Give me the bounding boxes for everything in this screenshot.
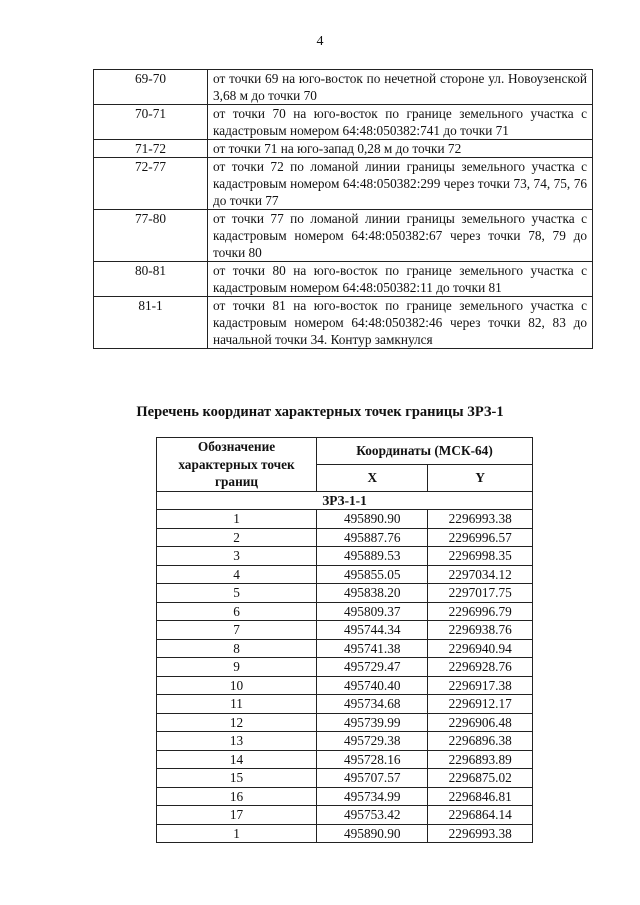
y-cell: 2296993.38 (428, 510, 533, 529)
point-cell: 9 (157, 658, 317, 677)
y-cell: 2296912.17 (428, 695, 533, 714)
y-cell: 2296893.89 (428, 750, 533, 769)
segment-cell: 81-1 (94, 297, 208, 349)
segment-description: от точки 72 по ломаной линии границы земельного участка с кадастровым номером 64:48:050382:299 через точки 73, 74, 75, 76 до точки 77 (208, 158, 593, 210)
table-row (94, 262, 593, 297)
y-cell: 2296938.76 (428, 621, 533, 640)
y-cell: 2296928.76 (428, 658, 533, 677)
table-row (94, 140, 593, 158)
table-row (157, 658, 533, 677)
point-cell: 17 (157, 806, 317, 825)
segment-description: от точки 70 на юго-восток по границе земельного участка с кадастровым номером 64:48:050382:741 до точки 71 (208, 105, 593, 140)
point-header: Обозначение характерных точек границ (157, 438, 317, 492)
coordinates-title: Перечень координат характерных точек границы ЗРЗ-1 (136, 404, 504, 420)
x-cell: 495855.05 (317, 565, 428, 584)
segment-cell: 71-72 (94, 140, 208, 158)
x-header: X (317, 464, 428, 491)
x-cell: 495707.57 (317, 769, 428, 788)
table-row (157, 621, 533, 640)
y-cell: 2296996.79 (428, 602, 533, 621)
y-cell: 2297017.75 (428, 584, 533, 603)
point-cell: 7 (157, 621, 317, 640)
y-cell: 2296996.57 (428, 528, 533, 547)
y-header: Y (428, 464, 533, 491)
subzone-row (157, 491, 533, 510)
table-row (157, 565, 533, 584)
page-number: 4 (316, 34, 324, 49)
point-cell: 5 (157, 584, 317, 603)
point-cell: 2 (157, 528, 317, 547)
table-row (157, 713, 533, 732)
point-cell: 1 (157, 824, 317, 843)
y-cell: 2296896.38 (428, 732, 533, 751)
segment-description: от точки 77 по ломаной линии границы земельного участка с кадастровым номером 64:48:050382:67 через точки 78, 79 до точки 80 (208, 210, 593, 262)
x-cell: 495729.47 (317, 658, 428, 677)
x-cell: 495889.53 (317, 547, 428, 566)
segment-cell: 70-71 (94, 105, 208, 140)
boundary-description-table (93, 69, 593, 349)
table-row (94, 105, 593, 140)
point-cell: 3 (157, 547, 317, 566)
table-row (157, 584, 533, 603)
table-row (157, 695, 533, 714)
y-cell: 2296917.38 (428, 676, 533, 695)
header-row (157, 438, 533, 465)
table-row (94, 158, 593, 210)
table-row (157, 732, 533, 751)
y-cell: 2296875.02 (428, 769, 533, 788)
y-cell: 2296906.48 (428, 713, 533, 732)
x-cell: 495728.16 (317, 750, 428, 769)
table-row (157, 750, 533, 769)
coordinates-table (156, 437, 533, 843)
y-cell: 2296940.94 (428, 639, 533, 658)
y-cell: 2296846.81 (428, 787, 533, 806)
point-cell: 13 (157, 732, 317, 751)
x-cell: 495741.38 (317, 639, 428, 658)
x-cell: 495838.20 (317, 584, 428, 603)
y-cell: 2296998.35 (428, 547, 533, 566)
coords-header: Координаты (МСК-64) (317, 438, 533, 465)
segment-cell: 72-77 (94, 158, 208, 210)
x-cell: 495890.90 (317, 510, 428, 529)
segment-description: от точки 81 на юго-восток по границе земельного участка с кадастровым номером 64:48:050382:46 через точки 82, 83 до начальной точки 34. Контур замкнулся (208, 297, 593, 349)
table-row (157, 769, 533, 788)
segment-cell: 77-80 (94, 210, 208, 262)
point-cell: 14 (157, 750, 317, 769)
y-cell: 2296993.38 (428, 824, 533, 843)
point-cell: 8 (157, 639, 317, 658)
table-row (157, 547, 533, 566)
point-cell: 1 (157, 510, 317, 529)
segment-cell: 69-70 (94, 70, 208, 105)
x-cell: 495744.34 (317, 621, 428, 640)
x-cell: 495734.99 (317, 787, 428, 806)
y-cell: 2297034.12 (428, 565, 533, 584)
point-cell: 15 (157, 769, 317, 788)
segment-cell: 80-81 (94, 262, 208, 297)
table-row (157, 639, 533, 658)
subzone-label: ЗРЗ-1-1 (157, 491, 533, 510)
x-cell: 495739.99 (317, 713, 428, 732)
table-row (157, 510, 533, 529)
x-cell: 495734.68 (317, 695, 428, 714)
x-cell: 495887.76 (317, 528, 428, 547)
table-row (94, 297, 593, 349)
segment-description: от точки 80 на юго-восток по границе земельного участка с кадастровым номером 64:48:050382:11 до точки 81 (208, 262, 593, 297)
segment-description: от точки 69 на юго-восток по нечетной стороне ул. Новоузенской 3,68 м до точки 70 (208, 70, 593, 105)
point-cell: 4 (157, 565, 317, 584)
table-row (157, 806, 533, 825)
point-cell: 12 (157, 713, 317, 732)
point-cell: 11 (157, 695, 317, 714)
point-cell: 10 (157, 676, 317, 695)
x-cell: 495890.90 (317, 824, 428, 843)
y-cell: 2296864.14 (428, 806, 533, 825)
table-row (157, 676, 533, 695)
segment-description: от точки 71 на юго-запад 0,28 м до точки 72 (208, 140, 593, 158)
table-row (157, 787, 533, 806)
point-cell: 6 (157, 602, 317, 621)
x-cell: 495740.40 (317, 676, 428, 695)
x-cell: 495753.42 (317, 806, 428, 825)
table-row (157, 528, 533, 547)
x-cell: 495729.38 (317, 732, 428, 751)
x-cell: 495809.37 (317, 602, 428, 621)
table-row (157, 602, 533, 621)
point-cell: 16 (157, 787, 317, 806)
table-row (157, 824, 533, 843)
table-row (94, 210, 593, 262)
table-row (94, 70, 593, 105)
